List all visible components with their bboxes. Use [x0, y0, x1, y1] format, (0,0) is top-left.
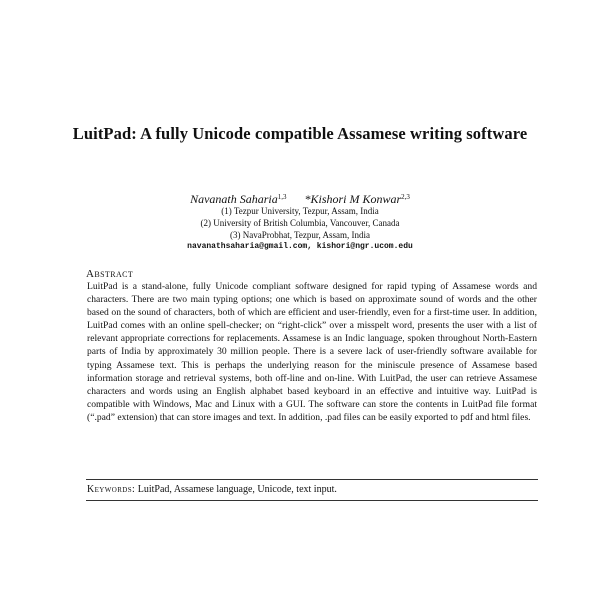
divider-rule	[86, 479, 538, 480]
affiliation-line: (2) University of British Columbia, Vancouver, Canada	[200, 218, 400, 228]
affiliation-line: (3) NavaProbhat, Tezpur, Assam, India	[229, 230, 371, 240]
author-affiliation-marker: 1,3	[277, 193, 287, 201]
affiliation-line: (1) Tezpur University, Tezpur, Assam, India	[221, 206, 379, 216]
keywords-line	[87, 484, 337, 496]
keywords-list: LuitPad, Assamese language, Unicode, text input.	[137, 484, 337, 495]
author-emails: navanathsaharia@gmail.com, kishori@ngr.ucom.edu	[187, 242, 413, 251]
abstract-body: LuitPad is a stand-alone, fully Unicode compliant software designed for rapid typing of Assamese words and characters. There are two main typing options; one which is based on approximate sound of words and the other based on the sound of characters, both of which are efficient and user-friendly, even for a first-time user. In addition, LuitPad comes with an online spell-checker; on “right-click” over a misspelt word, presents the user with a list of relevant appropriate corrections for replacements. Assamese is an Indic language, spoken throughout North-Eastern parts of India by approximately 30 million people. There is a severe lack of user-friendly software available for typing Assamese text. This is perhaps the underlying reason for the miniscule presence of Assamese based information storage and retrieval systems, both off-line and on-line. With LuitPad, the user can retrieve Assamese characters and words using an English alphabet based keyboard in an effective and intuitive way. LuitPad is compatible with Windows, Mac and Linux with a GUI. The software can store the contents in LuitPad file format (“.pad” extension) that can store images and text. In addition, .pad files can be easily exported to pdf and html files.	[87, 281, 537, 423]
author-list	[60, 190, 540, 206]
divider-rule	[86, 500, 538, 501]
abstract-heading: Abstract	[86, 268, 134, 280]
keywords-label: Keywords:	[87, 484, 136, 495]
author-name: Navanath Saharia	[190, 192, 278, 206]
author-affiliation-marker: 2,3	[401, 193, 410, 201]
author-name: *Kishori M Konwar	[304, 192, 402, 206]
paper-title: LuitPad: A fully Unicode compatible Assamese writing software	[72, 124, 528, 143]
